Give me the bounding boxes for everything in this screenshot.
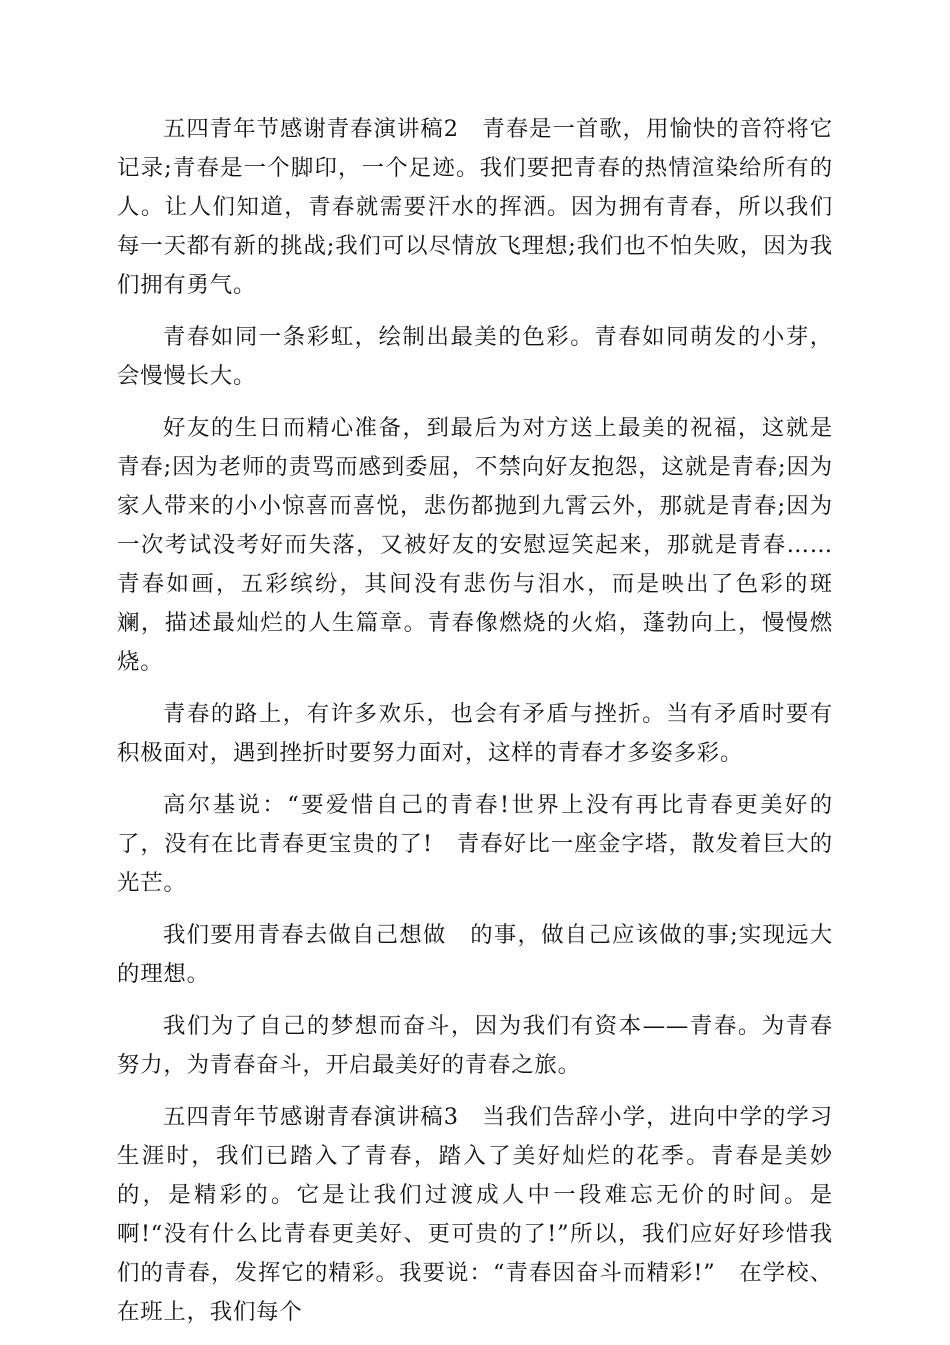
paragraph-4: 青春的路上，有许多欢乐，也会有矛盾与挫折。当有矛盾时要有积极面对，遇到挫折时要努力面对，这样的青春才多姿多彩。 [117,701,833,766]
paragraph-7: 我们为了自己的梦想而奋斗，因为我们有资本——青春。为青春努力，为青春奋斗，开启最美好的青春之旅。 [117,1013,833,1078]
paragraph-5: 高尔基说：“要爱惜自己的青春!世界上没有再比青春更美好的了，没有在比青春更宝贵的了! 青春好比一座金字塔，散发着巨大的光芒。 [117,792,833,896]
document-body [117,110,857,1345]
paragraph-8: 五四青年节感谢青春演讲稿3 当我们告辞小学，进向中学的学习生涯时，我们已踏入了青春，踏入了美好灿烂的花季。青春是美妙的，是精彩的。它是让我们过渡成人中一段难忘无价的时间。是啊!“没有什么比青春更美好、更可贵的了!”所以，我们应好好珍惜我们的青春，发挥它的精彩。我要说：“青春因奋斗而精彩!” 在学校、在班上，我们每个 [117,1104,833,1325]
paragraph-1: 五四青年节感谢青春演讲稿2 青春是一首歌，用愉快的音符将它记录;青春是一个脚印，一个足迹。我们要把青春的热情渲染给所有的人。让人们知道，青春就需要汗水的挥洒。因为拥有青春，所以我们每一天都有新的挑战;我们可以尽情放飞理想;我们也不怕失败，因为我们拥有勇气。 [117,116,833,298]
paragraph-6: 我们要用青春去做自己想做 的事，做自己应该做的事;实现远大的理想。 [117,922,833,987]
paragraph-3: 好友的生日而精心准备，到最后为对方送上最美的祝福，这就是青春;因为老师的责骂而感到委屈，不禁向好友抱怨，这就是青春;因为家人带来的小小惊喜而喜悦，悲伤都抛到九霄云外，那就是青春;因为一次考试没考好而失落，又被好友的安慰逗笑起来，那就是青春…… 青春如画，五彩缤纷，其间没有悲伤与泪水，而是映出了色彩的斑斓，描述最灿烂的人生篇章。青春像燃烧的火焰，蓬勃向上，慢慢燃烧。 [117,415,857,675]
paragraph-2: 青春如同一条彩虹，绘制出最美的色彩。青春如同萌发的小芽，会慢慢长大。 [117,324,833,389]
